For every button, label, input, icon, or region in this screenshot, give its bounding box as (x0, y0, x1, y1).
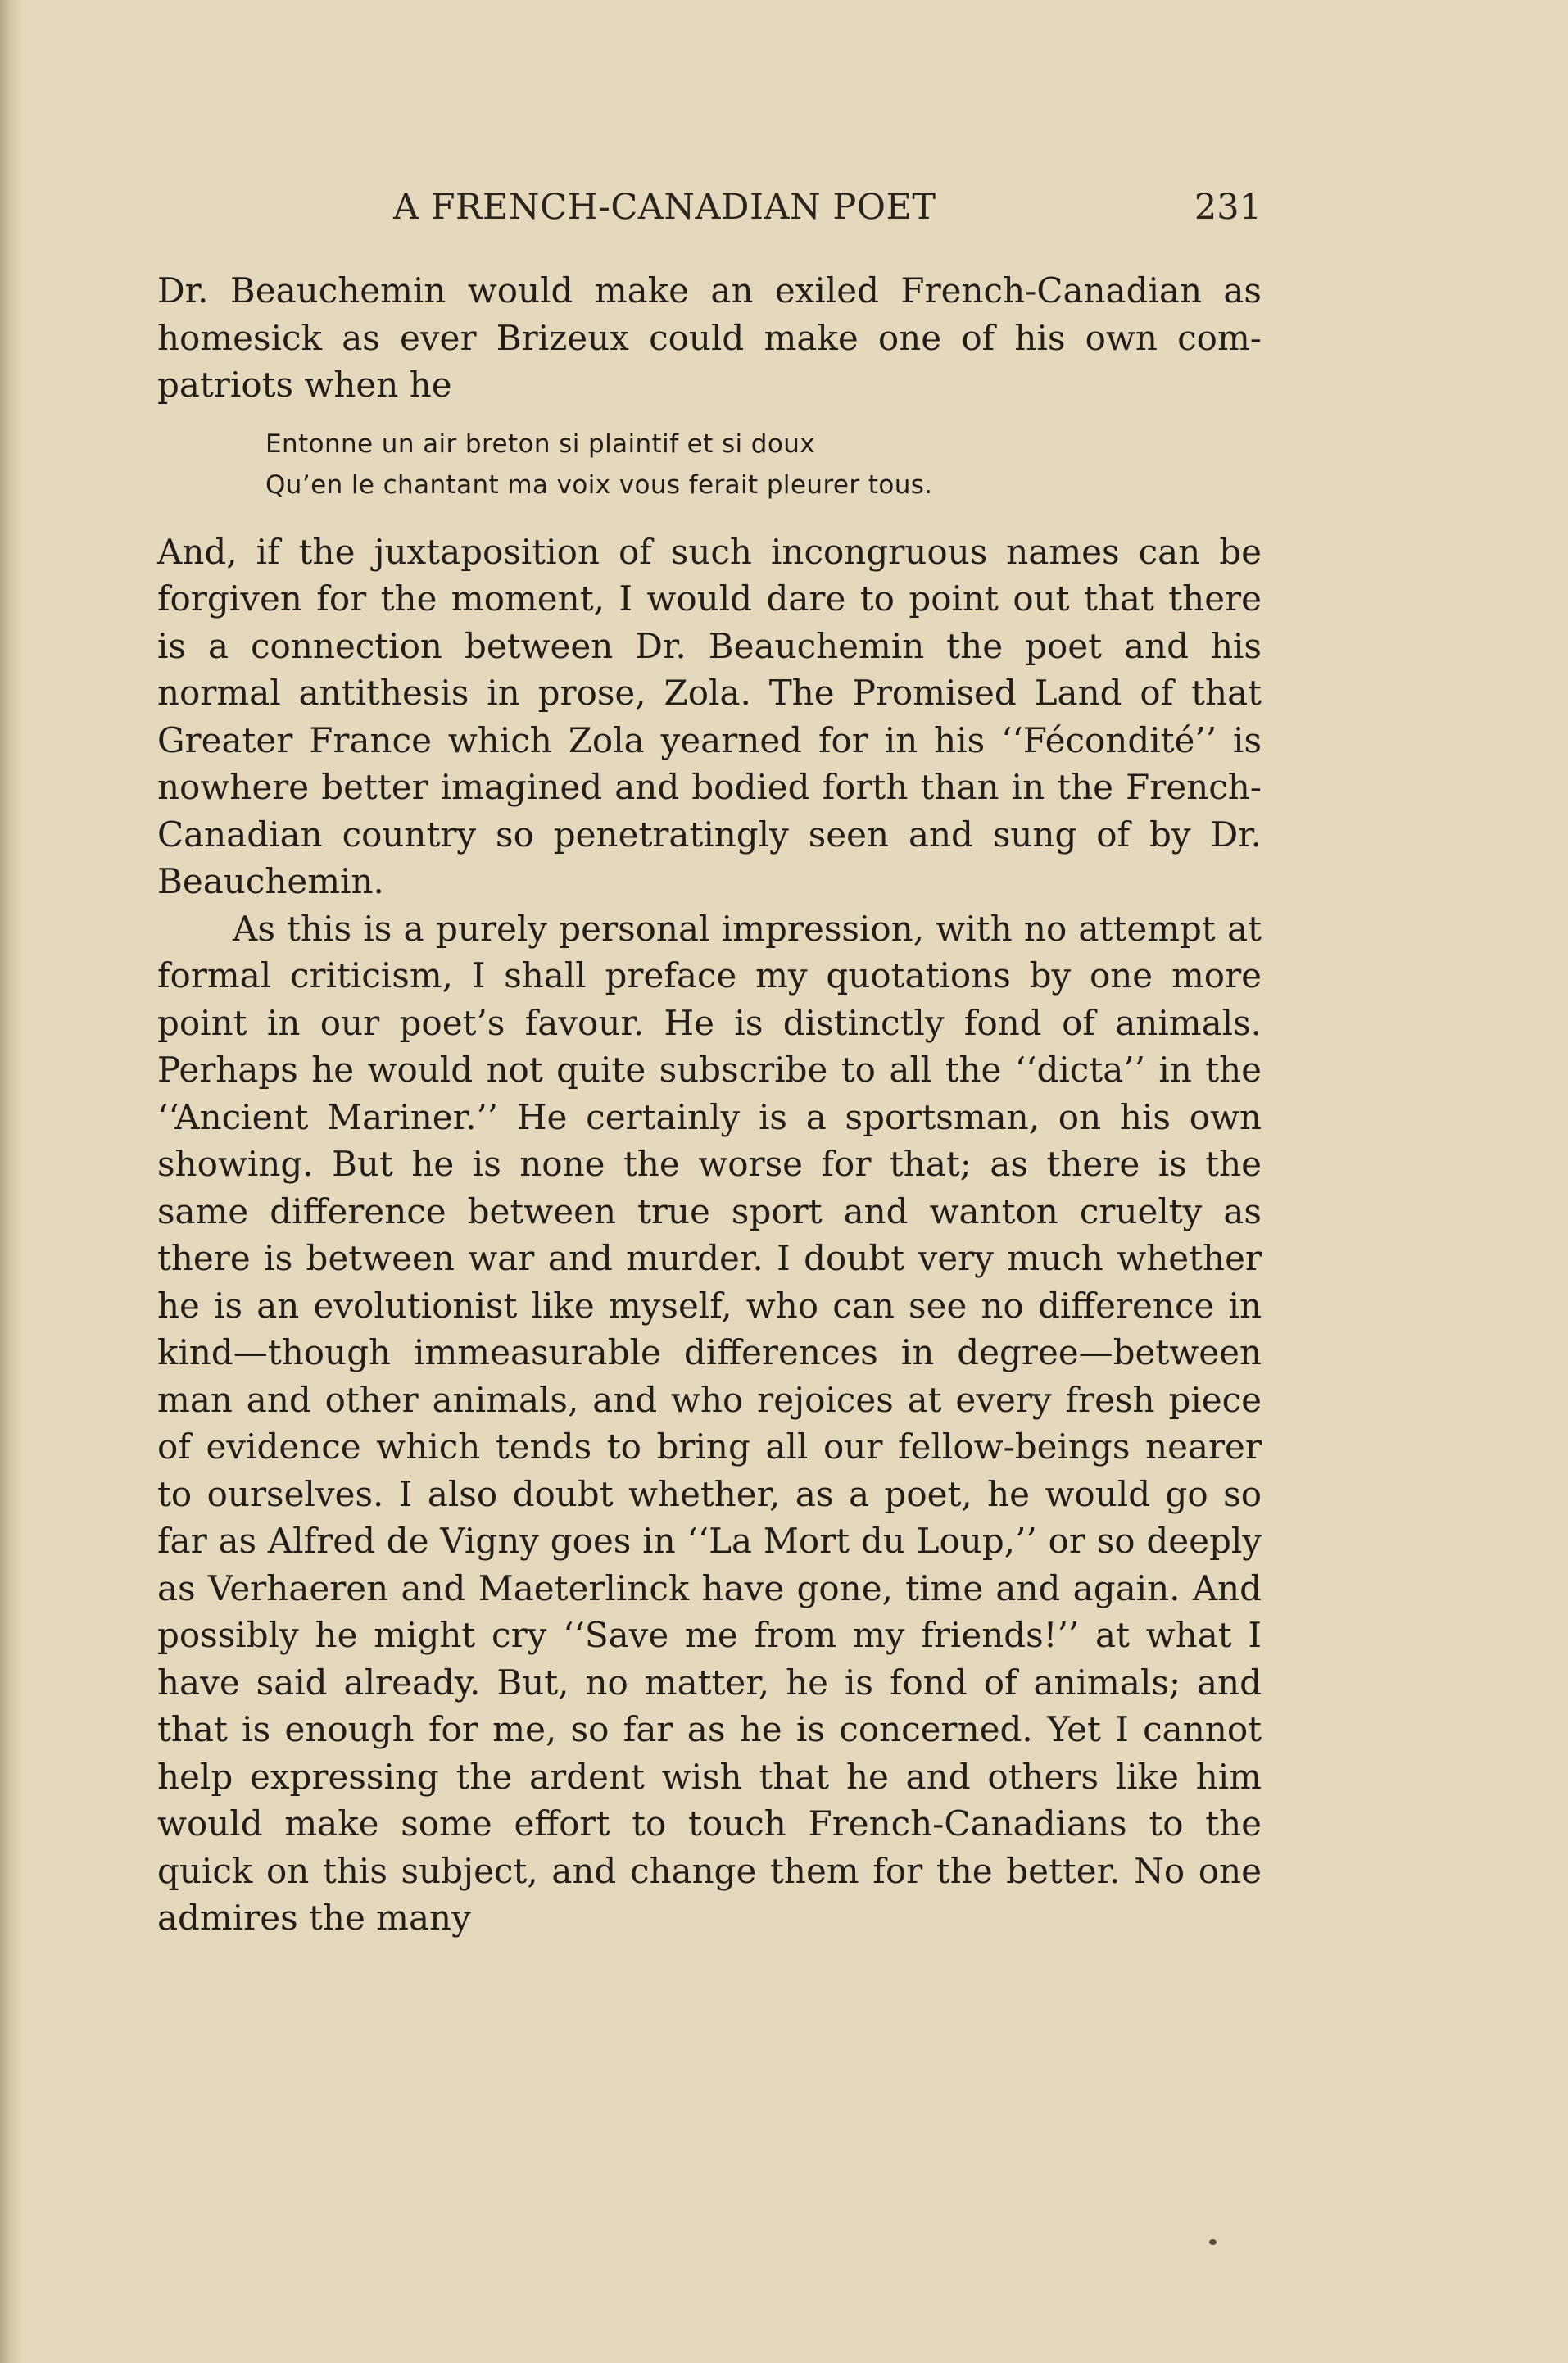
verse-quotation (265, 424, 1262, 506)
page-number: 231 (1194, 187, 1262, 228)
page-gutter-shadow (0, 0, 23, 2363)
paragraph-animals: As this is a purely personal impression, with no attempt at formal criticism, I shall preface my quotations by one more point in our poet’s favour. He is distinctly fond of animals. Perhaps he would not quite subscribe to all the ‘‘dicta’’ in the ‘‘Ancient Mariner.’’ He certainly is a sportsman, on his own showing. But he is none the worse for that; as there is the same difference between true sport and wanton cruelty as there is between war and murder. I doubt very much whether he is an evolutionist like myself, who can see no difference in kind—though immeasurable differences in degree—between man and other animals, and who rejoices at every fresh piece of evidence which tends to bring all our fellow-beings nearer to ourselves. I also doubt whether, as a poet, he would go so far as Alfred de Vigny goes in ‘‘La Mort du Loup,’’ or so deeply as Verhaeren and Maeterlinck have gone, time and again. And possibly he might cry ‘‘Save me from my friends!’’ at what I have said already. But, no matter, he is fond of animals; and that is enough for me, so far as he is concerned. Yet I cannot help expressing the ardent wish that he and others like him would make some effort to touch French-Canadians to the quick on this subject, and change them for the better. No one admires the many (157, 908, 1262, 1938)
verse-line: Qu’en le chantant ma voix vous ferait pleurer tous. (265, 469, 933, 500)
paragraph-zola: And, if the juxtaposition of such incongruous names can be forgiven for the moment, I would dare to point out that there is a connection between Dr. Beauchemin the poet and his normal antithesis in prose, Zola. The Promised Land of that Greater France which Zola yearned for in his ‘‘Fécondité’’ is nowhere better imagined and bodied forth than in the French-Canadian country so penetratingly seen and sung of by Dr. Beauchemin. (157, 531, 1262, 901)
paper-speck (1209, 2239, 1217, 2245)
body-text (157, 267, 1262, 1942)
verse-line: Entonne un air breton si plaintif et si doux (265, 429, 816, 459)
opening-paragraph: Dr. Beauchemin would make an exiled French-Canadian as homesick as ever Brizeux could make one of his own compatriots when he (157, 270, 1262, 405)
page-header (156, 187, 1262, 244)
running-head: A FRENCH-CANADIAN POET (393, 187, 936, 228)
